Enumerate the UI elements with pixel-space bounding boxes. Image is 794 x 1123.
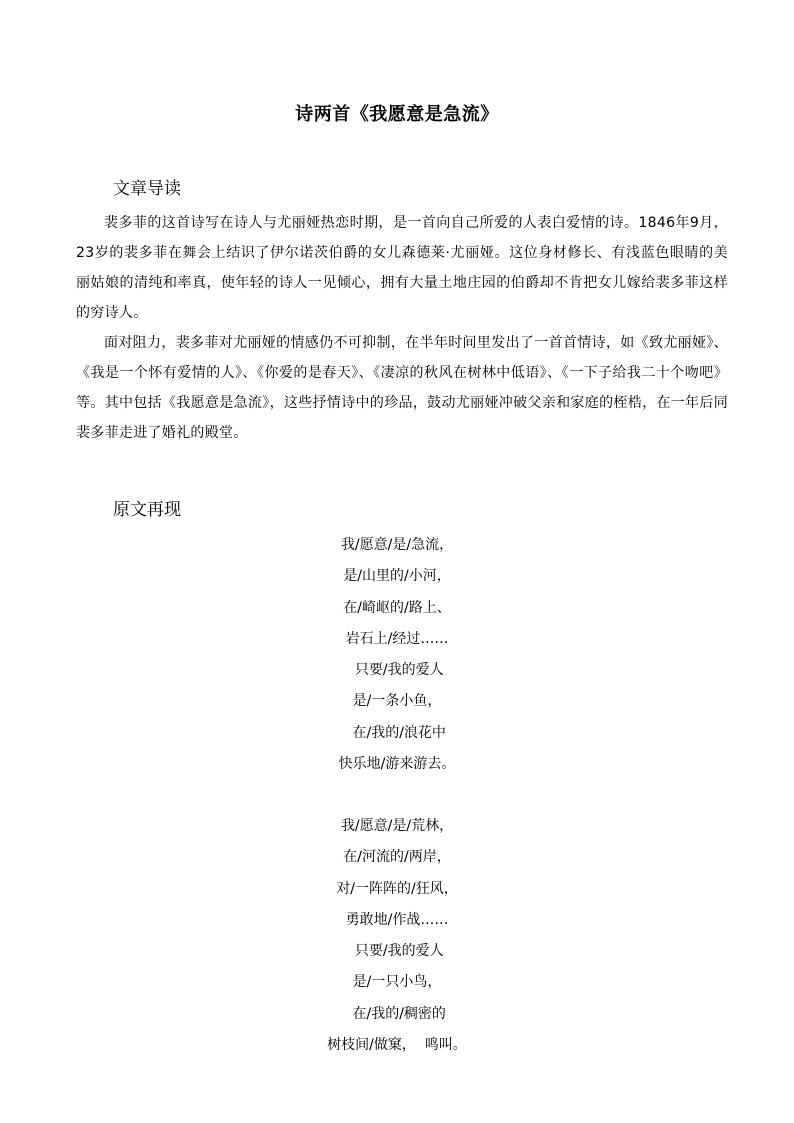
poem-stanza bbox=[0, 530, 794, 780]
poem-line: 是/一只小鸟， bbox=[352, 974, 442, 991]
poem-line: 对/一阵阵的/狂风， bbox=[336, 880, 458, 897]
poem-line: 只要/我的爱人 bbox=[350, 662, 444, 679]
page-title: 诗两首《我愿意是急流》 bbox=[295, 104, 499, 125]
poem-line: 在/河流的/两岸， bbox=[343, 849, 451, 866]
poem-line: 是/一条小鱼， bbox=[352, 693, 442, 710]
poem-line: 岩石上/经过…… bbox=[345, 630, 449, 647]
poem-line: 是/山里的/小河， bbox=[343, 568, 451, 585]
intro-body bbox=[76, 208, 728, 448]
poem-line: 在/我的/浪花中 bbox=[348, 724, 446, 741]
poem-line: 快乐地/游来游去。 bbox=[338, 756, 456, 773]
poem-line: 在/崎岖的/路上、 bbox=[343, 599, 451, 616]
poem-line: 在/我的/稠密的 bbox=[348, 1005, 446, 1022]
poem-line: 我/愿意/是/急流， bbox=[340, 537, 454, 553]
poem-stanza bbox=[0, 811, 794, 1061]
poem-line: 只要/我的爱人 bbox=[350, 943, 444, 960]
intro-paragraph: 面对阻力，裴多菲对尤丽娅的情感仍不可抑制，在半年时间里发出了一首首情诗，如《致尤丽娅》、《我是一个怀有爱情的人》、《你爱的是春天》、《凄凉的秋风在树林中低语》、《一下子给我二十个吻吧》等。其中包括《我愿意是急流》，这些抒情诗中的珍品，鼓动尤丽娅冲破父亲和家庭的桎梏，在一年后同裴多菲走进了婚礼的殿堂。 bbox=[76, 335, 728, 441]
intro-paragraph: 裴多菲的这首诗写在诗人与尤丽娅热恋时期，是一首向自己所爱的人表白爱情的诗。1846年9月，23岁的裴多菲在舞会上结识了伊尔诺茨伯爵的女儿森德莱·尤丽娅。这位身材修长、有浅蓝色眼睛的美丽姑娘的清纯和率真，使年轻的诗人一见倾心，拥有大量土地庄园的伯爵却不肯把女儿嫁给裴多菲这样的穷诗人。 bbox=[76, 215, 728, 321]
section-heading-intro: 文章导读 bbox=[113, 179, 181, 199]
poem-line: 树枝间/做窠， 鸣叫。 bbox=[327, 1037, 467, 1054]
poem-line: 勇敢地/作战…… bbox=[345, 911, 449, 928]
poem-line: 我/愿意/是/荒林， bbox=[340, 818, 454, 834]
section-heading-original-text: 原文再现 bbox=[113, 500, 181, 520]
